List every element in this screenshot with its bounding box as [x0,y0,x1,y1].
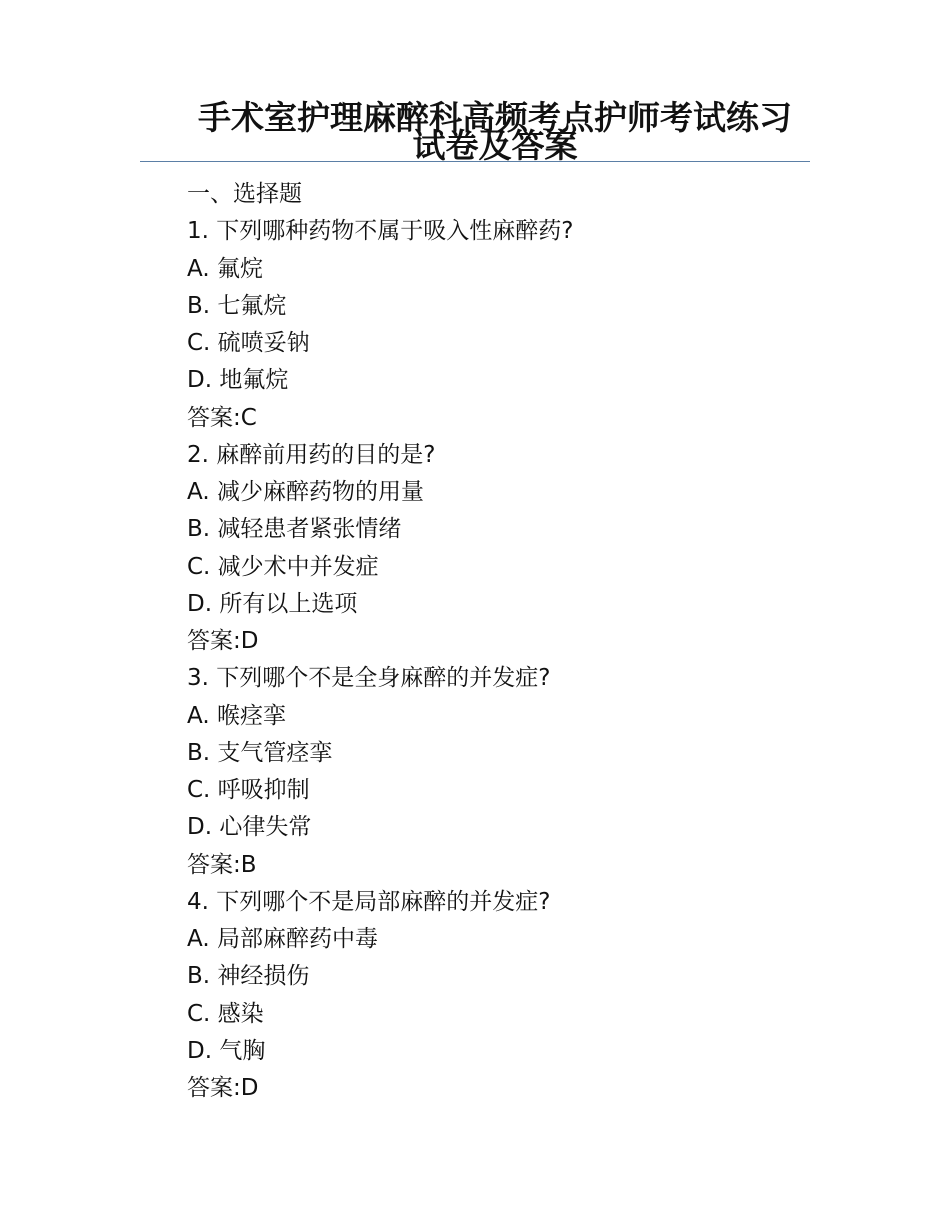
question-2 [187,437,827,661]
question-stem: 3. 下列哪个不是全身麻醉的并发症? [187,665,551,692]
option-c: C. 感染 [187,1000,264,1027]
question-stem: 1. 下列哪种药物不属于吸入性麻醉药? [187,218,574,245]
answer: 答案:B [187,851,257,878]
answer: 答案:C [187,404,257,431]
question-stem: 2. 麻醉前用药的目的是? [187,441,436,468]
option-c: C. 减少术中并发症 [187,553,379,580]
question-1 [187,213,827,437]
question-3 [187,660,827,884]
option-b: B. 支气管痉挛 [187,739,333,766]
document-title-line-1: 手术室护理麻醉科高频考点护师考试练习 [198,98,792,137]
option-d: D. 气胸 [187,1037,266,1064]
option-b: B. 七氟烷 [187,292,287,319]
option-d: D. 心律失常 [187,814,312,841]
document-title [160,98,830,165]
option-c: C. 呼吸抑制 [187,777,310,803]
option-c: C. 硫喷妥钠 [187,330,310,356]
option-d: D. 所有以上选项 [187,590,358,617]
answer: 答案:D [187,628,259,654]
question-4 [187,884,827,1108]
question-stem: 4. 下列哪个不是局部麻醉的并发症? [187,888,551,915]
title-divider [140,161,810,162]
option-a: A. 局部麻醉药中毒 [187,926,378,952]
option-a: A. 喉痉挛 [187,702,286,729]
section-heading: 一、选择题 [187,181,302,207]
document-body [187,176,827,1107]
option-b: B. 神经损伤 [187,963,310,990]
answer: 答案:D [187,1075,259,1101]
option-a: A. 减少麻醉药物的用量 [187,479,424,505]
option-a: A. 氟烷 [187,255,263,282]
option-d: D. 地氟烷 [187,367,289,394]
option-b: B. 减轻患者紧张情绪 [187,516,402,543]
document-title-line-2: 试卷及答案 [412,126,578,165]
